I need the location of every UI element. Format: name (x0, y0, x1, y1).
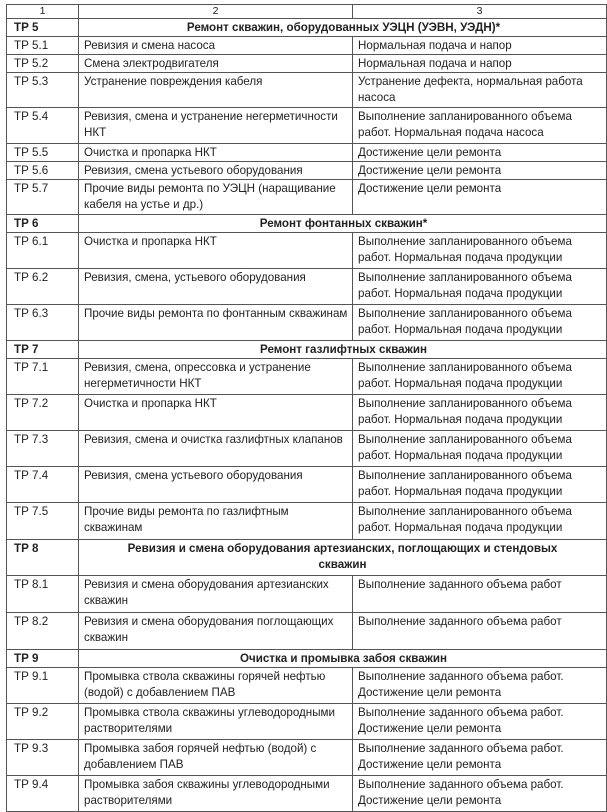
repair-code: ТР 8.2 (7, 613, 79, 650)
repair-work: Ревизия, смена и очистка газлифтных клапанов (79, 431, 353, 467)
repair-code: ТР 5.7 (7, 180, 79, 215)
repair-code: ТР 6.3 (7, 305, 79, 341)
column-number-2: 2 (79, 5, 353, 19)
section-code: ТР 5 (7, 19, 79, 37)
repair-code: ТР 9.1 (7, 668, 79, 704)
repair-work: Ревизия, смена и устранение негерметичности НКТ (79, 108, 353, 144)
repair-code: ТР 5.1 (7, 37, 79, 55)
section-title: Очистка и промывка забоя скважин (79, 650, 607, 668)
table-body (7, 5, 607, 812)
repair-result: Устранение дефекта, нормальная работа насоса (353, 73, 607, 108)
section-code: ТР 7 (7, 341, 79, 359)
repair-code: ТР 9.2 (7, 704, 79, 740)
repair-result: Выполнение заданного объема работ. Достижение цели ремонта (353, 668, 607, 704)
repair-code: ТР 7.4 (7, 467, 79, 503)
table-row (7, 73, 607, 108)
repair-work: Ревизия, смена, устьевого оборудования (79, 269, 353, 305)
column-number-3: 3 (353, 5, 607, 19)
repair-work: Промывка забоя горячей нефтью (водой) с добавлением ПАВ (79, 740, 353, 776)
repair-code: ТР 5.4 (7, 108, 79, 144)
section-header-row (7, 540, 607, 576)
repair-work: Ревизия и смена оборудования артезианских скважин (79, 576, 353, 613)
table-row (7, 576, 607, 613)
section-code: ТР 8 (7, 540, 79, 576)
table-row (7, 305, 607, 341)
repair-code: ТР 7.2 (7, 395, 79, 431)
repair-result: Выполнение заданного объема работ. Достижение цели ремонта (353, 704, 607, 740)
repair-result: Достижение цели ремонта (353, 180, 607, 215)
table-row (7, 55, 607, 73)
repair-result: Нормальная подача и напор (353, 55, 607, 73)
table-row (7, 395, 607, 431)
repair-result: Выполнение запланированного объема работ. Нормальная подача продукции (353, 359, 607, 395)
repair-work: Ревизия, смена, опрессовка и устранение негерметичности НКТ (79, 359, 353, 395)
repair-work: Ревизия, смена устьевого оборудования (79, 162, 353, 180)
repair-types-table (6, 4, 607, 812)
repair-result: Выполнение запланированного объема работ. Нормальная подача продукции (353, 431, 607, 467)
repair-result: Выполнение заданного объема работ. Достижение цели ремонта (353, 776, 607, 812)
table-row (7, 431, 607, 467)
table-row (7, 467, 607, 503)
table-row (7, 233, 607, 269)
repair-result: Нормальная подача и напор (353, 37, 607, 55)
table-row (7, 180, 607, 215)
repair-result: Выполнение запланированного объема работ. Нормальная подача продукции (353, 467, 607, 503)
repair-work: Прочие виды ремонта по газлифтным скважинам (79, 503, 353, 540)
table-row (7, 108, 607, 144)
repair-result: Достижение цели ремонта (353, 144, 607, 162)
repair-code: ТР 5.5 (7, 144, 79, 162)
repair-result: Выполнение запланированного объема работ. Нормальная подача продукции (353, 269, 607, 305)
table-row (7, 740, 607, 776)
repair-work: Очистка и пропарка НКТ (79, 395, 353, 431)
table-row (7, 144, 607, 162)
repair-code: ТР 6.2 (7, 269, 79, 305)
repair-code: ТР 5.3 (7, 73, 79, 108)
section-code: ТР 9 (7, 650, 79, 668)
column-number-1: 1 (7, 5, 79, 19)
repair-result: Выполнение запланированного объема работ. Нормальная подача продукции (353, 233, 607, 269)
section-title: Ремонт газлифтных скважин (79, 341, 607, 359)
repair-work: Ревизия и смена оборудования поглощающих скважин (79, 613, 353, 650)
repair-work: Очистка и пропарка НКТ (79, 233, 353, 269)
repair-work: Ревизия, смена устьевого оборудования (79, 467, 353, 503)
repair-work: Ревизия и смена насоса (79, 37, 353, 55)
repair-result: Выполнение заданного объема работ (353, 576, 607, 613)
table-row (7, 359, 607, 395)
repair-code: ТР 5.6 (7, 162, 79, 180)
repair-code: ТР 7.5 (7, 503, 79, 540)
repair-work: Промывка ствола скважины углеводородными растворителями (79, 704, 353, 740)
section-title: Ревизия и смена оборудования артезианских, поглощающих и стендовых скважин (79, 540, 607, 576)
table-row (7, 503, 607, 540)
repair-work: Прочие виды ремонта по фонтанным скважинам (79, 305, 353, 341)
section-title: Ремонт фонтанных скважин* (79, 215, 607, 233)
table-row (7, 704, 607, 740)
repair-code: ТР 7.3 (7, 431, 79, 467)
section-header-row (7, 19, 607, 37)
section-header-row (7, 650, 607, 668)
repair-code: ТР 6.1 (7, 233, 79, 269)
table-row (7, 668, 607, 704)
repair-work: Промывка ствола скважины горячей нефтью (водой) с добавлением ПАВ (79, 668, 353, 704)
repair-code: ТР 5.2 (7, 55, 79, 73)
repair-work: Промывка забоя скважины углеводородными растворителями (79, 776, 353, 812)
table-row (7, 37, 607, 55)
section-title: Ремонт скважин, оборудованных УЭЦН (УЭВН, УЭДН)* (79, 19, 607, 37)
repair-code: ТР 8.1 (7, 576, 79, 613)
repair-work: Устранение повреждения кабеля (79, 73, 353, 108)
repair-result: Выполнение запланированного объема работ. Нормальная подача насоса (353, 108, 607, 144)
column-number-row (7, 5, 607, 19)
repair-work: Смена электродвигателя (79, 55, 353, 73)
repair-code: ТР 7.1 (7, 359, 79, 395)
table-row (7, 269, 607, 305)
repair-code: ТР 9.4 (7, 776, 79, 812)
repair-result: Выполнение запланированного объема работ. Нормальная подача продукции (353, 305, 607, 341)
repair-work: Прочие виды ремонта по УЭЦН (наращивание кабеля на устье и др.) (79, 180, 353, 215)
repair-work: Очистка и пропарка НКТ (79, 144, 353, 162)
table-row (7, 162, 607, 180)
repair-result: Выполнение запланированного объема работ. Нормальная подача продукции (353, 395, 607, 431)
section-code: ТР 6 (7, 215, 79, 233)
repair-result: Выполнение заданного объема работ. Достижение цели ремонта (353, 740, 607, 776)
table-row (7, 613, 607, 650)
table-row (7, 776, 607, 812)
section-header-row (7, 341, 607, 359)
repair-result: Выполнение запланированного объема работ. Нормальная подача продукции (353, 503, 607, 540)
repair-result: Выполнение заданного объема работ (353, 613, 607, 650)
repair-result: Достижение цели ремонта (353, 162, 607, 180)
repair-code: ТР 9.3 (7, 740, 79, 776)
section-header-row (7, 215, 607, 233)
